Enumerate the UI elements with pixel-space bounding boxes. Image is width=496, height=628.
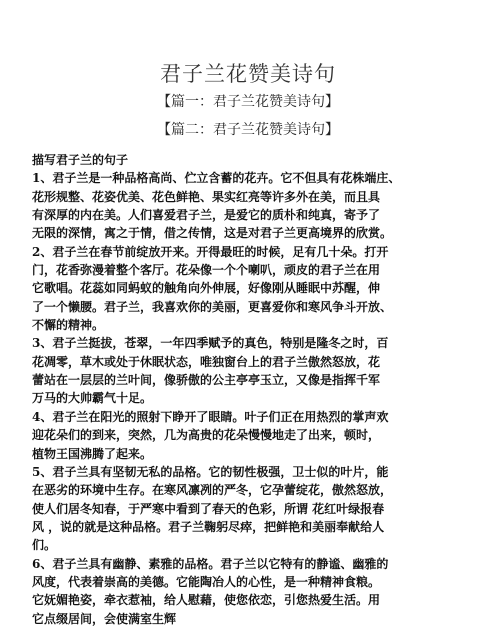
text-line: 它妩媚艳姿，牵衣惹袖，给人慰藉，使您依恋，引您热爱生活。用	[32, 593, 381, 608]
text-line: 风度，代表着崇高的美德。它能陶冶人的心性，是一种精神食粮。	[32, 574, 381, 589]
text-line: 3、君子兰挺拔，苍翠，一年四季赋予的真色，特别是隆冬之时，百	[32, 336, 389, 351]
article-body	[32, 151, 472, 628]
text-line: 不懈的精神。	[32, 318, 105, 333]
text-line: 无限的深情，寓之于情，借之传情，这是对君子兰更高境界的欣赏。	[32, 226, 393, 241]
toc-link-part-two[interactable]: 【篇二：君子兰花赞美诗句】	[157, 122, 339, 138]
text-line: 有深厚的内在美。人们喜爱君子兰，是爱它的质朴和纯真，寄予了	[32, 208, 381, 223]
page-title: 君子兰花赞美诗句	[160, 62, 336, 86]
text-line: 使人们居冬知春，于严寒中看到了春天的色彩，所谓 花红叶绿报春	[32, 501, 385, 516]
text-line: 花形规整、花姿优美、花色鲜艳、果实红亮等许多外在美，而且具	[32, 189, 381, 204]
text-line: 风 ，说的就是这种品格。君子兰鞠躬尽瘁，把鲜艳和美丽奉献给人	[32, 519, 385, 534]
text-line: 植物王国沸腾了起来。	[32, 446, 153, 461]
text-line: 2、君子兰在春节前绽放开来。开得最旺的时候，足有几十朵。打开	[32, 244, 389, 259]
text-line: 在恶劣的环境中生存。在寒风凛冽的严冬，它孕蕾绽花，傲然怒放，	[32, 483, 393, 498]
text-line: 5、君子兰具有坚韧无私的品格。它的韧性极强，卫士似的叶片，能	[32, 464, 389, 479]
text-line: 6、君子兰具有幽静、素雅的品格。君子兰以它特有的静谧、幽雅的	[32, 556, 389, 571]
text-line: 它歌唱。花蕊如同蚂蚁的触角向外伸展，好像刚从睡眠中苏醒，伸	[32, 281, 381, 296]
text-line: 门，花香弥漫着整个客厅。花朵像一个个喇叭，顽皮的君子兰在用	[32, 263, 381, 278]
text-line: 它点缀居间，会使满室生辉	[32, 611, 177, 626]
section-heading: 描写君子兰的句子	[32, 153, 129, 167]
text-line: 1、君子兰是一种品格高尚、伫立含蓄的花卉。它不但具有花株端庄、	[32, 171, 401, 186]
text-line: 4、君子兰在阳光的照射下睁开了眼睛。叶子们正在用热烈的掌声欢	[32, 409, 389, 424]
text-line: 蕾站在一层层的兰叶间，像骄傲的公主亭亭玉立，又像是指挥千军	[32, 373, 381, 388]
text-line: 万马的大帅霸气十足。	[32, 391, 153, 406]
toc-link-part-one[interactable]: 【篇一：君子兰花赞美诗句】	[157, 94, 339, 110]
text-line: 迎花朵们的到来，突然，几为高贵的花朵慢慢地走了出来，顿时，	[32, 428, 381, 443]
text-line: 花凋零，草木或处于休眠状态，唯独窗台上的君子兰傲然怒放，花	[32, 354, 381, 369]
text-line: 了一个懒腰。君子兰，我喜欢你的美丽，更喜爱你和寒风争斗开放、	[32, 299, 393, 314]
text-line: 们。	[32, 538, 57, 553]
